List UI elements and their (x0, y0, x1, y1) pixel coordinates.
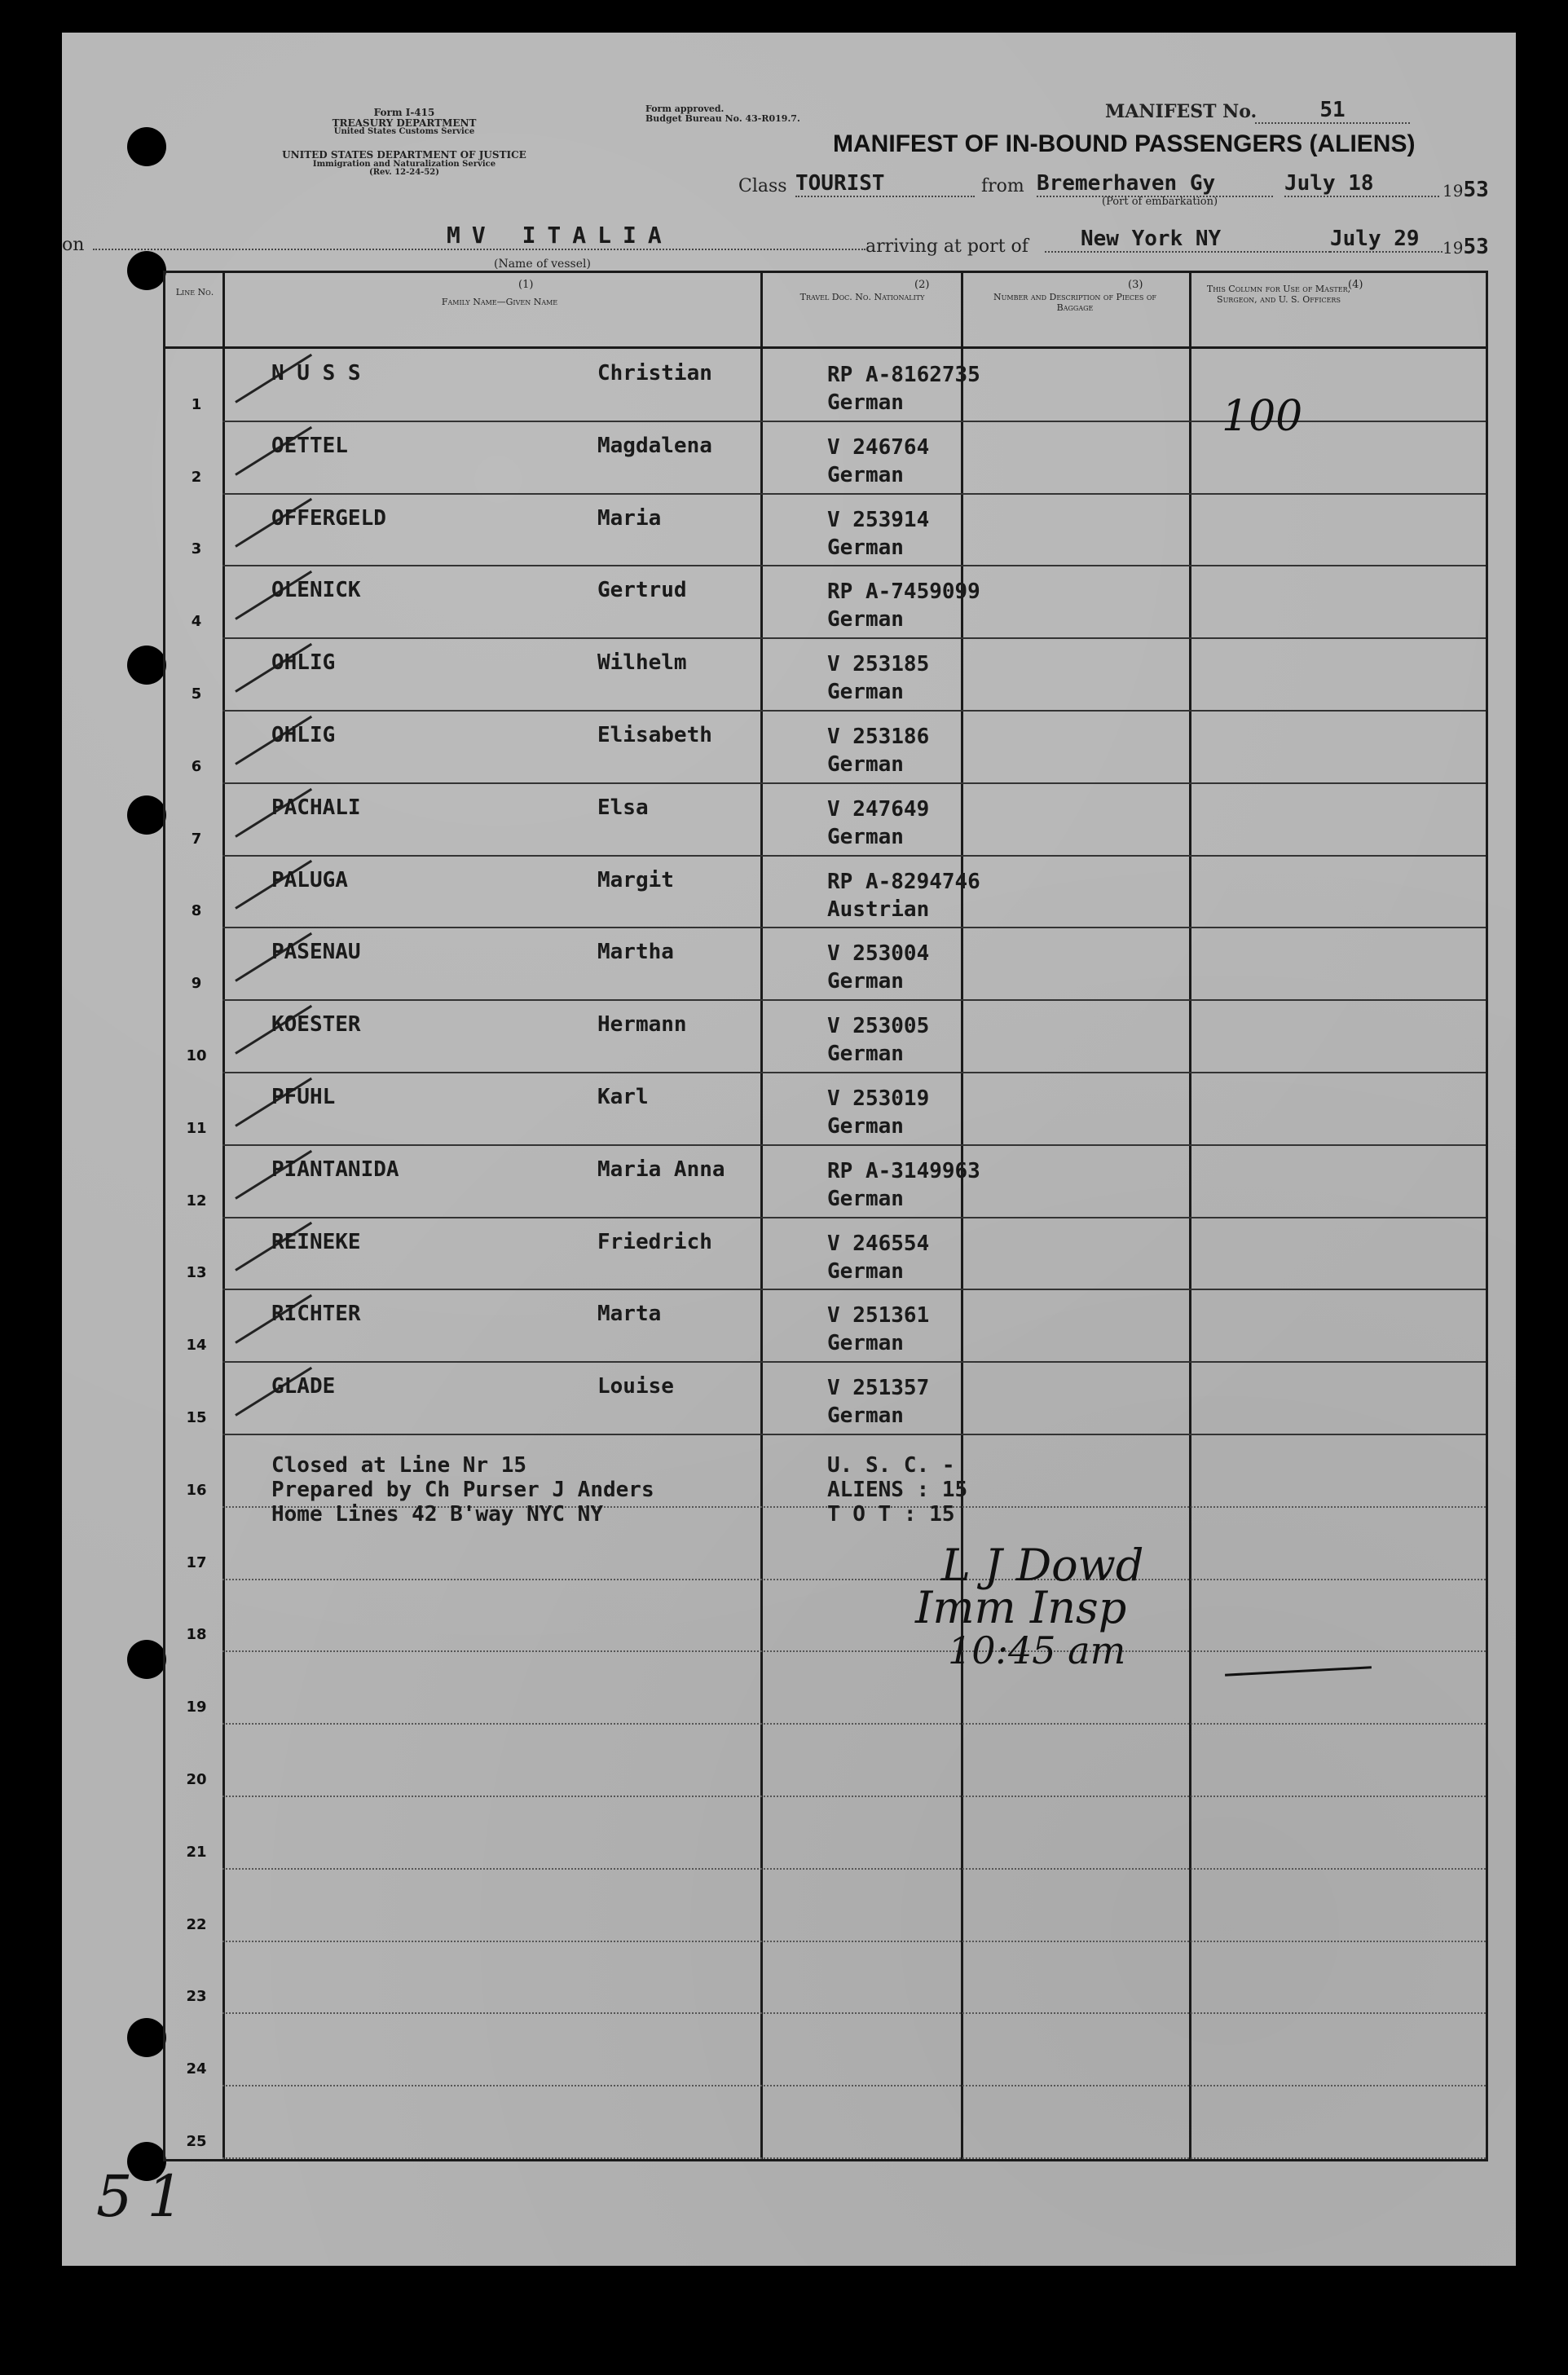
travel-doc-number: V 251361 (827, 1303, 930, 1329)
budget-bureau-no: Budget Bureau No. 43-R019.7. (645, 112, 800, 124)
revision-date: (Rev. 12-24-52) (369, 168, 439, 178)
travel-doc-number: RP A-7459099 (827, 579, 980, 605)
line-number: 22 (186, 1915, 207, 1933)
row-rule (222, 710, 1486, 712)
col-number-1: (1) (518, 279, 534, 291)
travel-doc-number: V 246554 (827, 1231, 930, 1256)
row-rule (222, 999, 1486, 1001)
customs-service: United States Customs Service (333, 127, 475, 137)
family-name: OLENICK (271, 578, 361, 603)
travel-doc-number: V 246764 (827, 434, 930, 460)
line-number: 5 (191, 685, 202, 703)
prepared-by: Prepared by Ch Purser J Anders (271, 1478, 654, 1502)
given-name: Margit (597, 867, 674, 892)
nationality: German (827, 535, 904, 560)
inspector-signature (915, 1540, 1144, 1672)
line-number: 8 (191, 902, 202, 920)
line-number: 24 (186, 2060, 207, 2078)
row-rule (222, 1723, 1486, 1725)
punch-hole (127, 646, 166, 685)
family-name: PASENAU (271, 940, 361, 965)
line-number: 2 (191, 468, 202, 486)
row-rule (222, 1361, 1486, 1363)
row-rule (222, 1941, 1486, 1942)
depart-date: July 18 (1284, 171, 1439, 197)
nationality: German (827, 1186, 904, 1211)
grand-total: T O T : 15 (827, 1502, 955, 1527)
form-approved: Form approved. (645, 104, 725, 114)
arrival-port: New York NY (1045, 227, 1330, 253)
line-number: 18 (186, 1626, 207, 1644)
department-block (225, 150, 584, 178)
line-number: 6 (191, 757, 202, 775)
year-prefix-text: 19 (1442, 238, 1464, 258)
travel-doc-number: V 253019 (827, 1086, 930, 1111)
row-rule (222, 855, 1486, 857)
nationality: German (827, 462, 904, 487)
family-name: OHLIG (271, 723, 336, 747)
line-number: 20 (186, 1771, 207, 1788)
col-number-2: (2) (914, 279, 930, 291)
travel-doc-number: V 253185 (827, 652, 930, 677)
travel-doc-number: V 251357 (827, 1376, 930, 1401)
year-prefix-text: 19 (1442, 181, 1464, 200)
port-caption: (Port of embarkation) (1102, 196, 1218, 208)
form-number: Form I-415 (373, 107, 435, 118)
class-value: TOURIST (795, 171, 975, 197)
row-rule (222, 1796, 1486, 1797)
approval-block (645, 104, 890, 123)
col-number-4: (4) (1348, 279, 1363, 291)
manifest-number: 51 (1255, 98, 1410, 124)
line-number: 13 (186, 1264, 207, 1282)
nationality: German (827, 390, 904, 415)
line-number: 11 (186, 1119, 207, 1137)
closed-at-line: Closed at Line Nr 15 (271, 1453, 527, 1478)
nationality: Austrian (827, 897, 930, 922)
header-name: Family Name—Given Name (441, 297, 558, 307)
arrival-year: 53 (1463, 235, 1489, 259)
family-name: KOESTER (271, 1012, 361, 1038)
given-name: Christian (597, 361, 712, 386)
on-label: on (62, 235, 85, 255)
manifest-no-label: MANIFEST No. (1105, 101, 1257, 122)
header-baggage: Number and Description of Pieces of Baggage (993, 292, 1156, 313)
travel-doc-cell (827, 795, 929, 851)
given-name: Magdalena (597, 433, 712, 458)
depart-year: 53 (1463, 178, 1489, 202)
row-rule (222, 1289, 1486, 1290)
given-name: Elisabeth (597, 723, 712, 747)
row-rule (222, 2085, 1486, 2086)
given-name: Maria Anna (597, 1157, 725, 1182)
travel-doc-number: V 253004 (827, 941, 930, 967)
row-rule (222, 637, 1486, 639)
line-number: 15 (186, 1409, 207, 1426)
department-of-justice: UNITED STATES DEPARTMENT OF JUSTICE (282, 149, 526, 161)
nationality: German (827, 1258, 904, 1284)
travel-doc-cell (827, 1230, 929, 1285)
line-number: 4 (191, 613, 202, 631)
given-name: Elsa (597, 795, 649, 820)
punch-hole (127, 1640, 166, 1679)
family-name: GLADE (271, 1374, 336, 1399)
given-name: Gertrud (597, 578, 687, 603)
inspector-name: L J Dowd (941, 1540, 1144, 1591)
row-rule (222, 1650, 1486, 1652)
row-rule (222, 1217, 1486, 1218)
punch-hole (127, 127, 166, 166)
family-name: OFFERGELD (271, 505, 386, 531)
treasury-department: TREASURY DEPARTMENT (332, 117, 477, 129)
nationality: German (827, 607, 904, 632)
from-label: from (981, 176, 1024, 196)
punch-hole (127, 2018, 166, 2057)
signature-flourish (1225, 1666, 1372, 1676)
arriving-label: arriving at port of (865, 236, 1028, 257)
line-number: 14 (186, 1337, 207, 1355)
family-name: OETTEL (271, 433, 348, 458)
travel-doc-cell (827, 723, 929, 778)
year-prefix (1442, 178, 1489, 202)
line-number: 19 (186, 1699, 207, 1716)
row-rule (222, 927, 1486, 928)
line-number: 10 (186, 1047, 207, 1064)
immigration-service: Immigration and Naturalization Service (312, 159, 496, 169)
vessel-caption: (Name of vessel) (494, 258, 591, 271)
row-rule (222, 782, 1486, 784)
arrival-date: July 29 (1330, 227, 1442, 253)
travel-doc-cell (827, 940, 929, 995)
usc-total: U. S. C. - (827, 1453, 955, 1478)
inspection-time: 10:45 am (948, 1628, 1126, 1672)
given-name: Hermann (597, 1012, 687, 1038)
line-number: 16 (186, 1481, 207, 1499)
line-number: 1 (191, 395, 202, 413)
punch-hole (127, 795, 166, 835)
line-number: 21 (186, 1843, 207, 1861)
nationality: German (827, 969, 904, 994)
family-name: PACHALI (271, 795, 361, 820)
given-name: Louise (597, 1374, 674, 1399)
travel-doc-cell (827, 868, 980, 923)
closing-notes (271, 1453, 654, 1527)
travel-doc-number: RP A-3149963 (827, 1158, 980, 1183)
travel-doc-cell (827, 1374, 929, 1430)
family-name: RICHTER (271, 1302, 361, 1327)
nationality: German (827, 1403, 904, 1429)
travel-doc-cell (827, 1302, 929, 1357)
line-number: 12 (186, 1192, 207, 1210)
line-number: 17 (186, 1553, 207, 1571)
manifest-title: MANIFEST OF IN-BOUND PASSENGERS (ALIENS) (833, 130, 1416, 157)
given-name: Marta (597, 1302, 662, 1327)
travel-doc-number: V 253005 (827, 1014, 930, 1039)
travel-doc-cell (827, 650, 929, 706)
class-label: Class (738, 176, 787, 196)
line-number: 3 (191, 540, 202, 558)
family-name: PIANTANIDA (271, 1157, 399, 1182)
nationality: German (827, 1114, 904, 1139)
row-rule (222, 1868, 1486, 1870)
punch-hole (127, 251, 166, 290)
given-name: Wilhelm (597, 650, 687, 676)
given-name: Friedrich (597, 1229, 712, 1254)
travel-doc-cell (827, 1157, 980, 1213)
travel-doc-number: V 247649 (827, 796, 930, 822)
header-rule (165, 346, 1486, 349)
nationality: German (827, 1042, 904, 1067)
line-number: 9 (191, 975, 202, 993)
line-number: 7 (191, 830, 202, 848)
travel-doc-cell (827, 1012, 929, 1068)
row-rule (222, 493, 1486, 495)
travel-doc-number: RP A-8162735 (827, 363, 980, 387)
form-id-block (306, 108, 502, 137)
arrival-year-block (1442, 235, 1489, 259)
travel-doc-number: RP A-8294746 (827, 869, 980, 894)
page-mark: 51 (96, 2163, 199, 2230)
inspector-title: Imm Insp (915, 1582, 1127, 1633)
given-name: Martha (597, 940, 674, 965)
row-rule (222, 1434, 1486, 1435)
family-name: REINEKE (271, 1229, 361, 1254)
home-lines-address: Home Lines 42 B'way NYC NY (271, 1502, 603, 1527)
aliens-total: ALIENS : 15 (827, 1478, 968, 1502)
header-travel-doc: Travel Doc. No. Nationality (799, 292, 925, 302)
nationality: German (827, 824, 904, 849)
header-line-no: Line No. (175, 287, 214, 297)
passenger-table (163, 271, 1488, 2161)
travel-doc-cell (827, 434, 929, 489)
given-name: Maria (597, 505, 662, 531)
row-rule (222, 1579, 1486, 1580)
family-name: PALUGA (271, 867, 348, 892)
header-officers: This Column for Use of Master, Surgeon, and U. S. Officers (1206, 284, 1351, 305)
family-name: N U S S (271, 361, 361, 386)
officer-note: 100 (1222, 392, 1303, 441)
row-rule (222, 2157, 1486, 2159)
totals-block (827, 1453, 967, 1527)
travel-doc-cell (827, 361, 980, 416)
travel-doc-cell (827, 578, 980, 633)
family-name: OHLIG (271, 650, 336, 676)
travel-doc-cell (827, 1085, 929, 1140)
row-rule (222, 565, 1486, 566)
row-rule (222, 2012, 1486, 2014)
row-rule (222, 1144, 1486, 1146)
embark-port: Bremerhaven Gy (1037, 171, 1273, 197)
nationality: German (827, 680, 904, 705)
nationality: German (827, 752, 904, 777)
vessel-name: MV ITALIA (93, 222, 865, 250)
travel-doc-number: V 253914 (827, 507, 930, 532)
line-number: 25 (186, 2133, 207, 2150)
travel-doc-number: V 253186 (827, 725, 930, 749)
col-number-3: (3) (1128, 279, 1143, 291)
nationality: German (827, 1331, 904, 1356)
given-name: Karl (597, 1085, 649, 1109)
family-name: PFUHL (271, 1085, 336, 1109)
travel-doc-cell (827, 506, 929, 562)
line-number: 23 (186, 1988, 207, 2006)
row-rule (222, 1072, 1486, 1073)
